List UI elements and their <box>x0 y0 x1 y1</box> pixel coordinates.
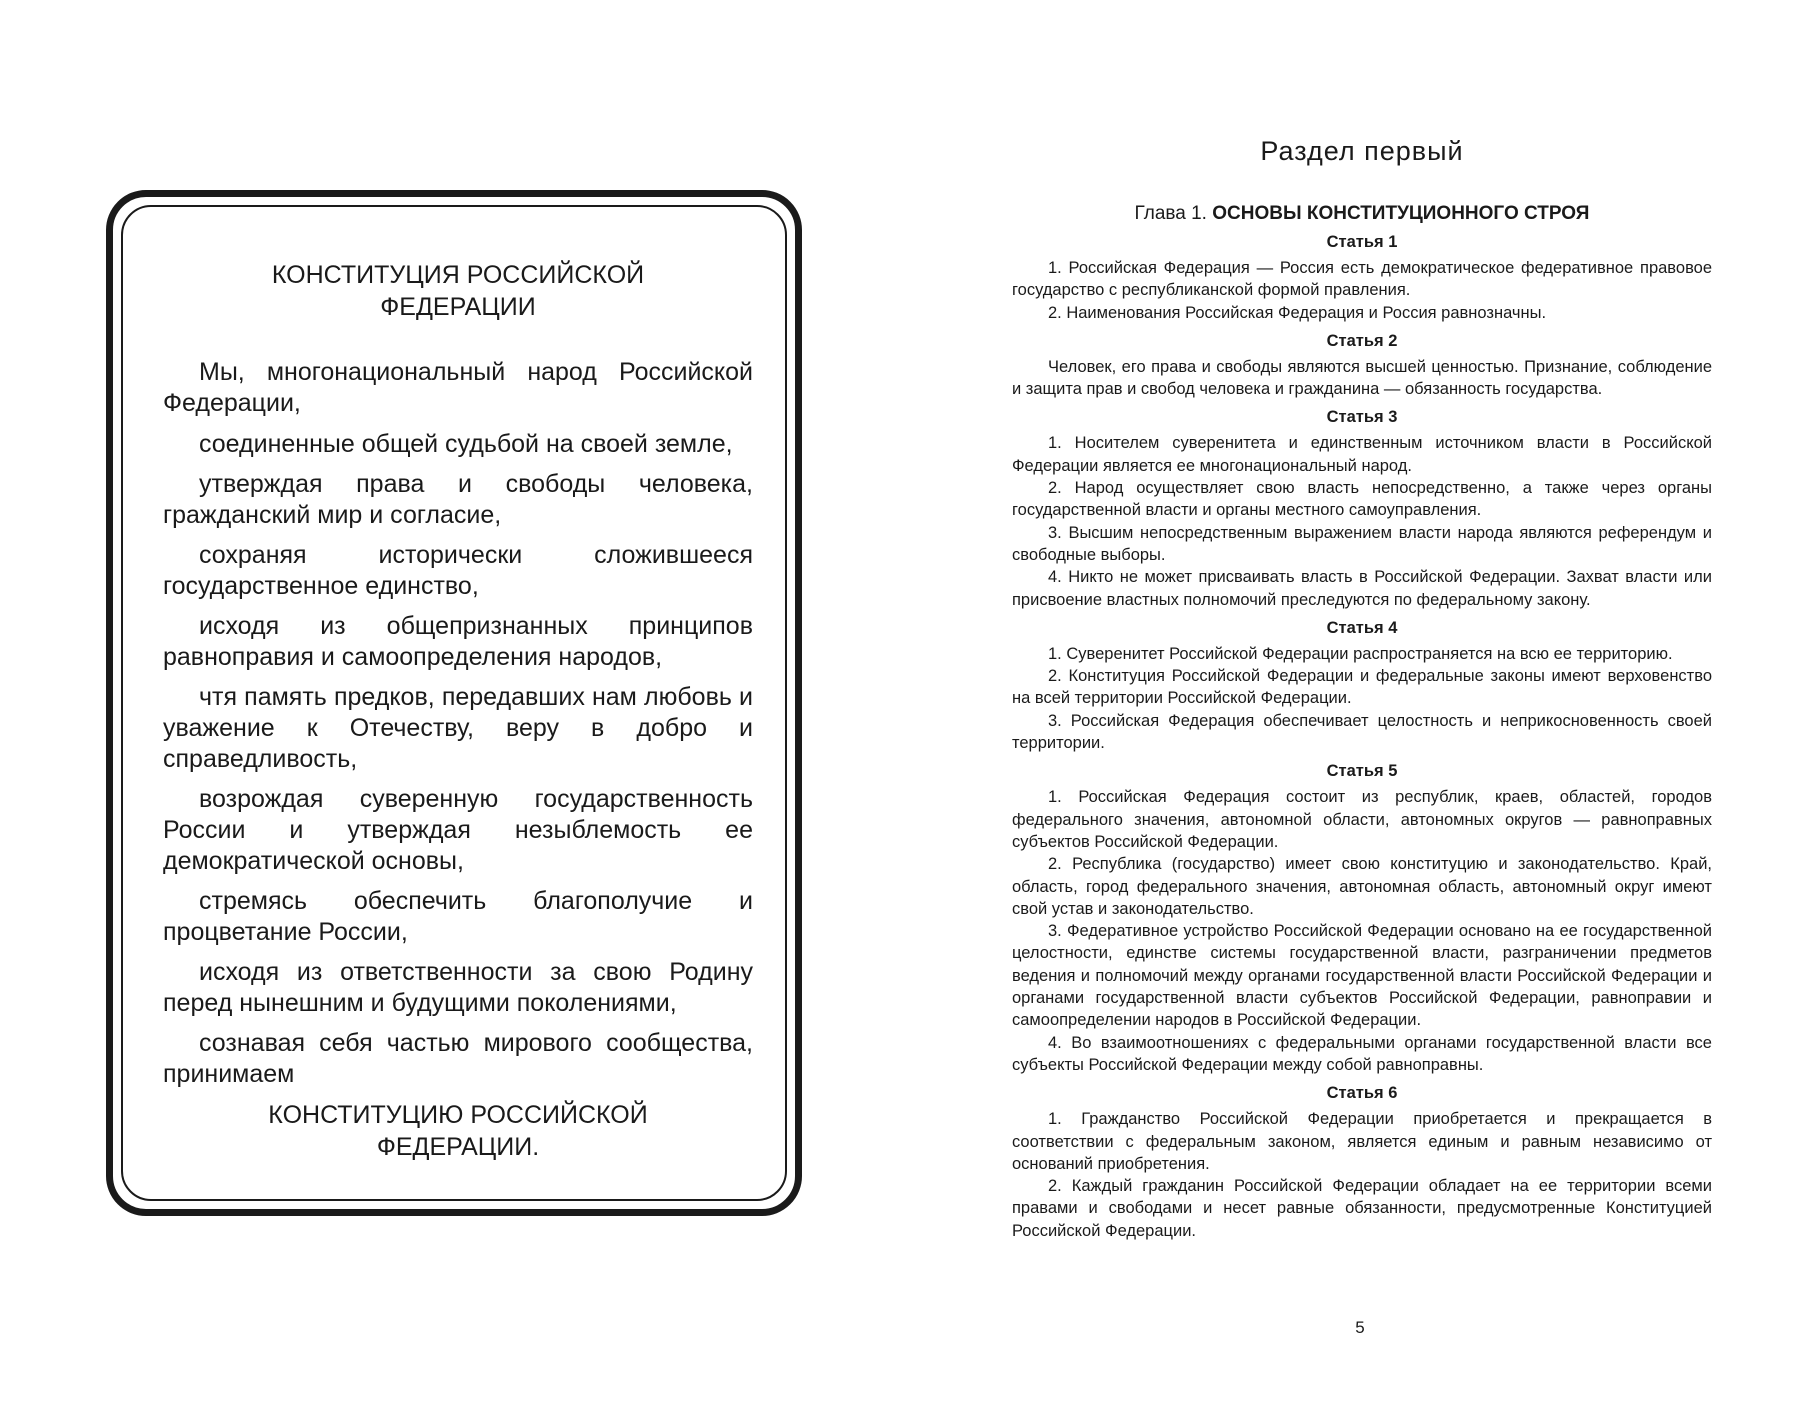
article-2 <box>1012 332 1712 401</box>
article-paragraph: 2. Народ осуществляет свою власть непосредственно, а также через органы государственной власти и органы местного самоуправления. <box>1012 479 1712 520</box>
article-paragraph: 1. Гражданство Российской Федерации приобретается и прекращается в соответствии с федеральным законом, является единым и равным независимо от оснований приобретения. <box>1012 1110 1712 1173</box>
title-line-1: КОНСТИТУЦИЯ РОССИЙСКОЙ <box>271 261 645 289</box>
preamble-paragraph: сохраняя исторически сложившееся государственное единство, <box>163 541 753 600</box>
article-title: Статья 2 <box>1326 331 1398 350</box>
preamble-paragraph: Мы, многонациональный народ Российской Федерации, <box>163 358 753 417</box>
article-paragraph: 3. Российская Федерация обеспечивает целостность и неприкосновенность своей территории. <box>1012 711 1712 753</box>
chapter-name: ОСНОВЫ КОНСТИТУЦИОННОГО СТРОЯ <box>1212 203 1590 224</box>
article-5 <box>1012 762 1712 1076</box>
article-title: Статья 6 <box>1326 1084 1398 1103</box>
preamble-paragraph: сознавая себя частью мирового сообщества, принимаем <box>163 1029 753 1088</box>
article-paragraph: 2. Конституция Российской Федерации и федеральные законы имеют верховенство на всей территории Российской Федерации. <box>1012 667 1712 708</box>
article-paragraph: 1. Суверенитет Российской Федерации распространяется на всю ее территорию. <box>1048 644 1673 663</box>
article-paragraph: 3. Федеративное устройство Российской Федерации основано на ее государственной целостности, единстве системы государственной власти, разграничении предметов ведения и полномочий между органами государственной власти Российской Федерации и органами государственной власти субъектов Российской Федерации, равноправии и самоопределении народов в Российской Федерации. <box>1012 922 1712 1030</box>
closing-line-2: ФЕДЕРАЦИИ. <box>376 1133 540 1161</box>
article-paragraph: Человек, его права и свободы являются высшей ценностью. Признание, соблюдение и защита прав и свобод человека и гражданина — обязанность государства. <box>1012 357 1712 399</box>
preamble-paragraph: соединенные общей судьбой на своей земле, <box>199 430 733 458</box>
page-number: 5 <box>1355 1318 1365 1337</box>
article-title: Статья 4 <box>1326 618 1398 637</box>
article-1 <box>1012 233 1712 324</box>
preamble-paragraph: чтя память предков, передавших нам любовь и уважение к Отечеству, веру в добро и справедливость, <box>163 683 753 773</box>
article-paragraph: 1. Носителем суверенитета и единственным источником власти в Российской Федерации является ее многонациональный народ. <box>1012 434 1712 475</box>
preamble-closing <box>163 1099 753 1163</box>
article-paragraph: 4. Во взаимоотношениях с федеральными органами государственной власти все субъекты Российской Федерации между собой равноправны. <box>1012 1033 1712 1074</box>
title-line-2: ФЕДЕРАЦИИ <box>380 293 536 321</box>
article-paragraph: 2. Наименования Российская Федерация и Россия равнозначны. <box>1048 303 1547 322</box>
preamble-paragraph: возрождая суверенную государственность России и утверждая незыблемость ее демократической основы, <box>163 785 753 875</box>
article-title: Статья 3 <box>1326 408 1398 427</box>
article-paragraph: 1. Российская Федерация состоит из республик, краев, областей, городов федерального значения, автономной области, автономных округов — равноправных субъектов Российской Федерации. <box>1012 788 1712 851</box>
article-paragraph: 2. Республика (государство) имеет свою конституцию и законодательство. Край, область, город федерального значения, автономная область, автономный округ имеют свой устав и законодательство. <box>1012 855 1712 918</box>
preamble-frame <box>106 190 802 1216</box>
preamble-paragraph: исходя из общепризнанных принципов равноправия и самоопределения народов, <box>163 612 753 671</box>
article-4 <box>1012 619 1712 754</box>
main-text-page <box>1012 130 1712 1242</box>
article-title: Статья 5 <box>1326 762 1398 781</box>
preamble <box>163 259 753 1163</box>
chapter-title <box>1012 203 1712 225</box>
preamble-paragraph: исходя из ответственности за свою Родину перед нынешним и будущими поколениями, <box>163 958 753 1017</box>
chapter-prefix: Глава 1. <box>1134 203 1207 224</box>
article-6 <box>1012 1084 1712 1242</box>
constitution-title <box>163 259 753 323</box>
article-paragraph: 4. Никто не может присваивать власть в Российской Федерации. Захват власти или присвоение властных полномочий преследуются по федеральному закону. <box>1012 568 1712 609</box>
article-paragraph: 1. Российская Федерация — Россия есть демократическое федеративное правовое государство с республиканской формой правления. <box>1012 259 1712 300</box>
section-title: Раздел первый <box>1260 136 1464 166</box>
article-3 <box>1012 408 1712 610</box>
article-paragraph: 2. Каждый гражданин Российской Федерации обладает на ее территории всеми правами и свободами и несет равные обязанности, предусмотренные Конституцией Российской Федерации. <box>1012 1177 1712 1240</box>
article-title: Статья 1 <box>1326 233 1398 251</box>
preamble-paragraph: утверждая права и свободы человека, гражданский мир и согласие, <box>163 470 753 529</box>
closing-line-1: КОНСТИТУЦИЮ РОССИЙСКОЙ <box>268 1101 648 1129</box>
preamble-paragraph: стремясь обеспечить благополучие и процветание России, <box>163 887 753 946</box>
article-paragraph: 3. Высшим непосредственным выражением власти народа являются референдум и свободные выборы. <box>1012 523 1712 564</box>
